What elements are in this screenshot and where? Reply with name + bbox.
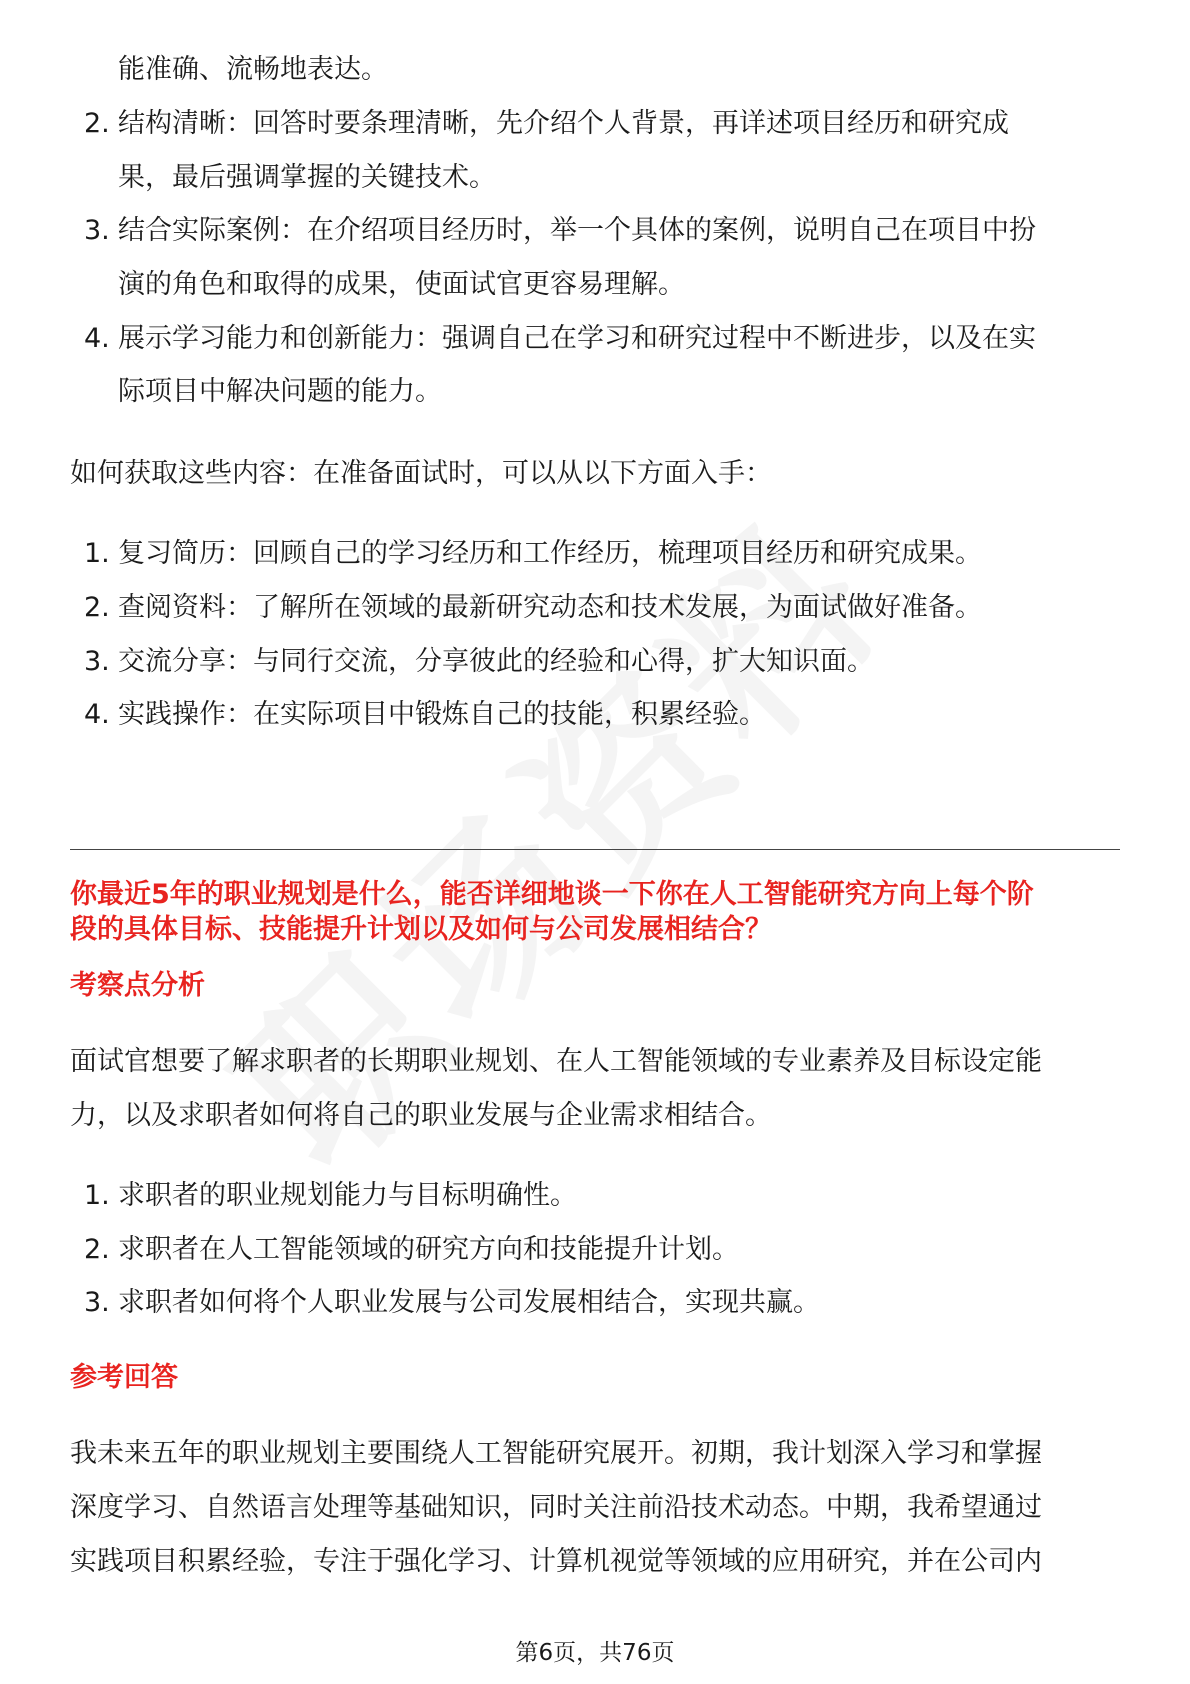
page-footer: 第6页，共76页 bbox=[515, 1640, 675, 1666]
list-item-line: 结合实际案例：在介绍项目经历时，举一个具体的案例，说明自己在项目中扮 bbox=[118, 215, 1036, 246]
list-number: 2. bbox=[84, 108, 110, 139]
list-item: 求职者如何将个人职业发展与公司发展相结合，实现共赢。 bbox=[118, 1287, 820, 1318]
list-item: 求职者在人工智能领域的研究方向和技能提升计划。 bbox=[118, 1234, 739, 1265]
paragraph-line: 实践项目积累经验，专注于强化学习、计算机视觉等领域的应用研究，并在公司内 bbox=[70, 1546, 1042, 1577]
paragraph-intro: 如何获取这些内容：在准备面试时，可以从以下方面入手： bbox=[70, 458, 772, 489]
list-item-continuation: 能准确、流畅地表达。 bbox=[118, 54, 388, 85]
list-item-line: 演的角色和取得的成果，使面试官更容易理解。 bbox=[118, 269, 685, 300]
list-number: 4. bbox=[84, 699, 110, 730]
list-item: 求职者的职业规划能力与目标明确性。 bbox=[118, 1180, 577, 1211]
list-number: 3. bbox=[84, 215, 110, 246]
paragraph-line: 力，以及求职者如何将自己的职业发展与企业需求相结合。 bbox=[70, 1100, 772, 1131]
list-number: 2. bbox=[84, 592, 110, 623]
paragraph-line: 我未来五年的职业规划主要围绕人工智能研究展开。初期，我计划深入学习和掌握 bbox=[70, 1438, 1042, 1469]
list-number: 1. bbox=[84, 1180, 110, 1211]
question-title: 你最近5年的职业规划是什么，能否详细地谈一下你在人工智能研究方向上每个阶 bbox=[70, 879, 1034, 910]
list-item-line: 结构清晰：回答时要条理清晰，先介绍个人背景，再详述项目经历和研究成 bbox=[118, 108, 1009, 139]
list-item: 交流分享：与同行交流，分享彼此的经验和心得，扩大知识面。 bbox=[118, 646, 874, 677]
paragraph-line: 面试官想要了解求职者的长期职业规划、在人工智能领域的专业素养及目标设定能 bbox=[70, 1046, 1042, 1077]
list-number: 1. bbox=[84, 538, 110, 569]
list-item: 实践操作：在实际项目中锻炼自己的技能，积累经验。 bbox=[118, 699, 766, 730]
section-heading-analysis: 考察点分析 bbox=[70, 970, 205, 1001]
question-title: 段的具体目标、技能提升计划以及如何与公司发展相结合？ bbox=[70, 914, 772, 945]
list-item-line: 际项目中解决问题的能力。 bbox=[118, 376, 442, 407]
list-item: 查阅资料：了解所在领域的最新研究动态和技术发展，为面试做好准备。 bbox=[118, 592, 982, 623]
list-item-line: 果，最后强调掌握的关键技术。 bbox=[118, 162, 496, 193]
list-number: 4. bbox=[84, 323, 110, 354]
list-item: 复习简历：回顾自己的学习经历和工作经历，梳理项目经历和研究成果。 bbox=[118, 538, 982, 569]
section-divider bbox=[70, 849, 1120, 850]
section-heading-reference: 参考回答 bbox=[70, 1362, 178, 1393]
list-number: 3. bbox=[84, 646, 110, 677]
list-number: 2. bbox=[84, 1234, 110, 1265]
list-item-line: 展示学习能力和创新能力：强调自己在学习和研究过程中不断进步，以及在实 bbox=[118, 323, 1036, 354]
paragraph-line: 深度学习、自然语言处理等基础知识，同时关注前沿技术动态。中期，我希望通过 bbox=[70, 1492, 1042, 1523]
list-number: 3. bbox=[84, 1287, 110, 1318]
